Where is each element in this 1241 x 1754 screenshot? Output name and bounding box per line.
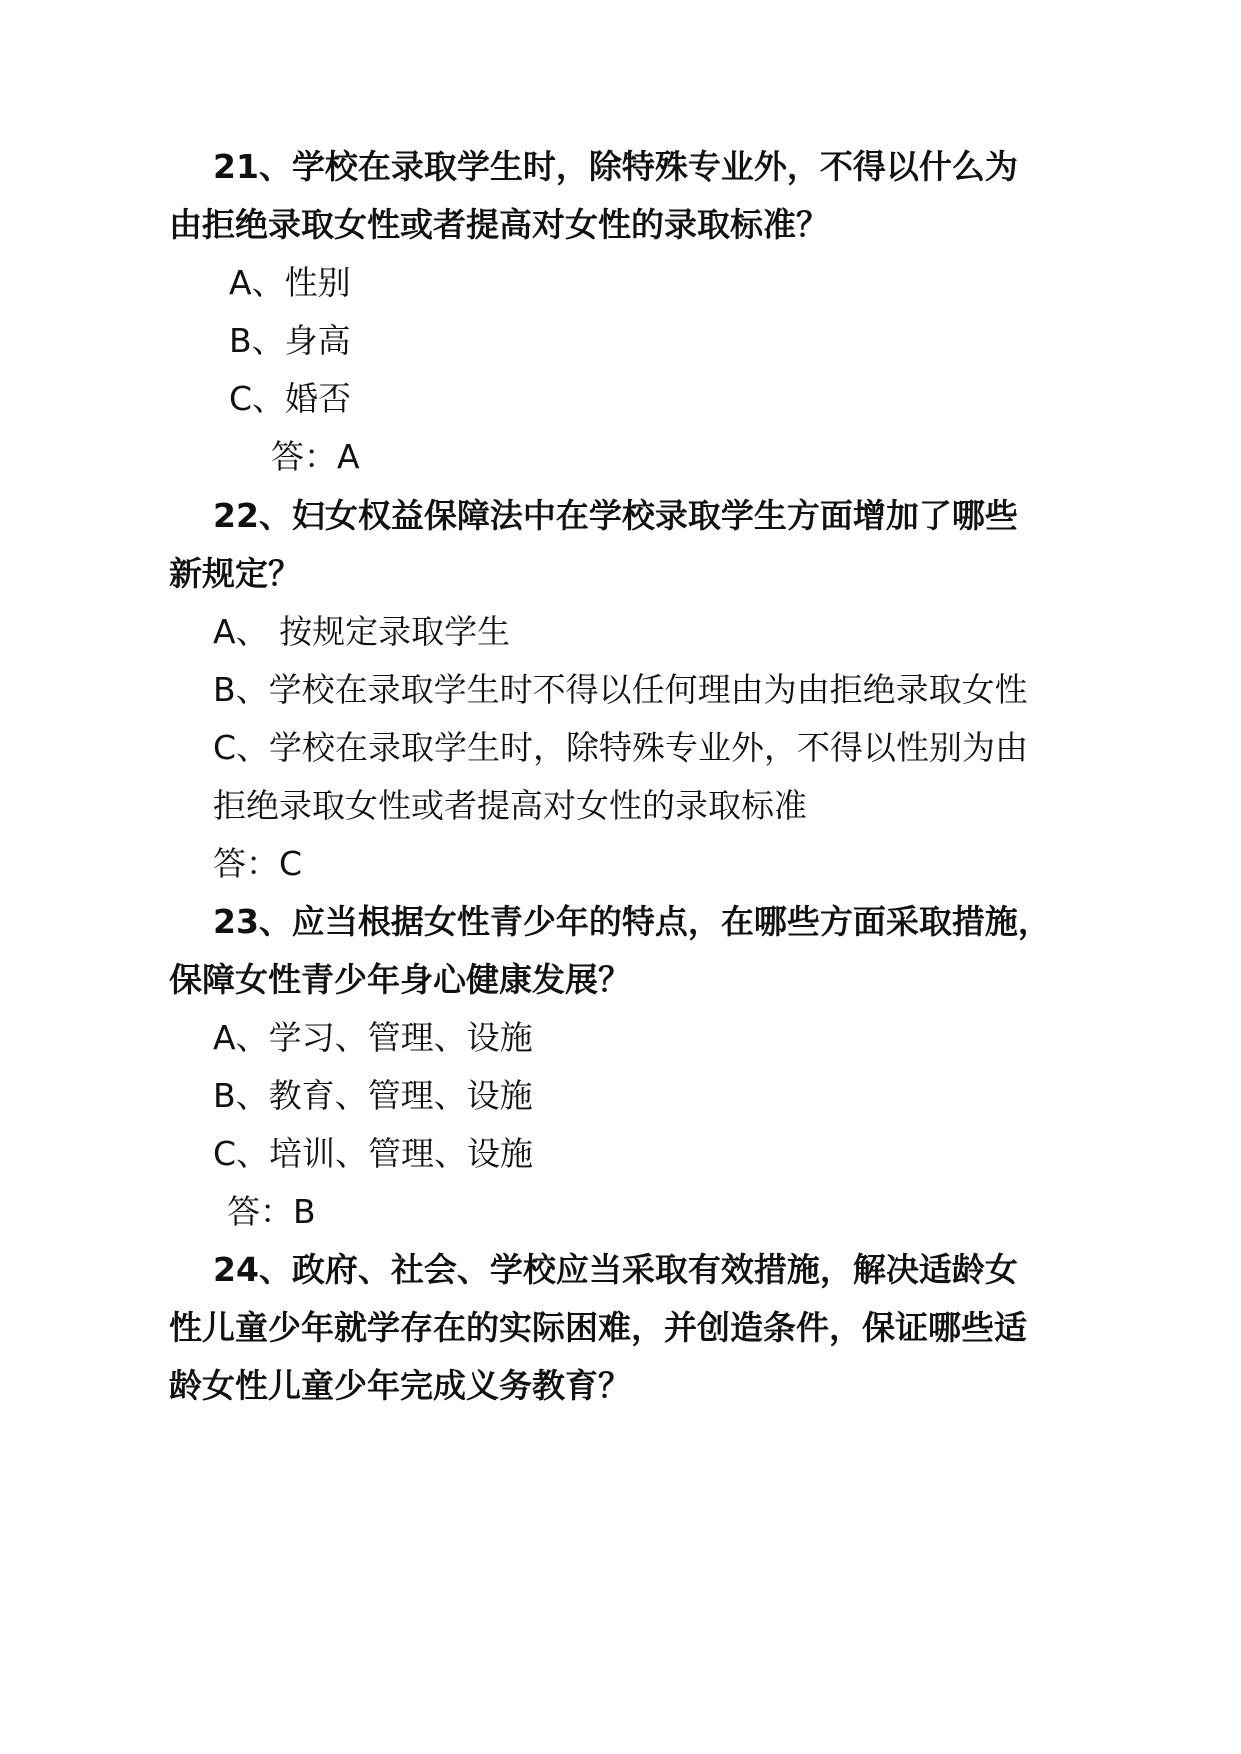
option-b: B、身高 xyxy=(229,321,351,360)
option-c: C、培训、管理、设施 xyxy=(213,1134,534,1173)
option-c-continued: 拒绝录取女性或者提高对女性的录取标准 xyxy=(213,786,807,825)
option-b: B、学校在录取学生时不得以任何理由为由拒绝录取女性 xyxy=(213,670,1028,709)
question-text-line: 由拒绝录取女性或者提高对女性的录取标准？ xyxy=(169,205,829,244)
answer: 答：A xyxy=(271,437,360,476)
answer: 答：C xyxy=(213,844,303,883)
option-b: B、教育、管理、设施 xyxy=(213,1076,533,1115)
option-a: A、性别 xyxy=(229,263,351,302)
question-text-line: 龄女性儿童少年完成义务教育？ xyxy=(169,1366,631,1405)
option-c: C、学校在录取学生时，除特殊专业外，不得以性别为由 xyxy=(213,728,1029,767)
question-text-line: 保障女性青少年身心健康发展？ xyxy=(169,960,631,999)
question-text-line: 新规定？ xyxy=(169,554,301,593)
answer: 答：B xyxy=(227,1192,316,1231)
question-text-line: 22、妇女权益保障法中在学校录取学生方面增加了哪些 xyxy=(213,496,1018,535)
option-a: A、 按规定录取学生 xyxy=(213,612,511,651)
option-c: C、婚否 xyxy=(229,379,352,418)
option-a: A、学习、管理、设施 xyxy=(213,1018,533,1057)
question-text-line: 24、政府、社会、学校应当采取有效措施，解决适龄女 xyxy=(213,1250,1018,1289)
question-text-line: 21、学校在录取学生时，除特殊专业外，不得以什么为 xyxy=(213,147,1018,186)
question-text-line: 性儿童少年就学存在的实际困难，并创造条件，保证哪些适 xyxy=(169,1308,1027,1347)
question-text-line: 23、应当根据女性青少年的特点，在哪些方面采取措施， xyxy=(213,902,1051,941)
